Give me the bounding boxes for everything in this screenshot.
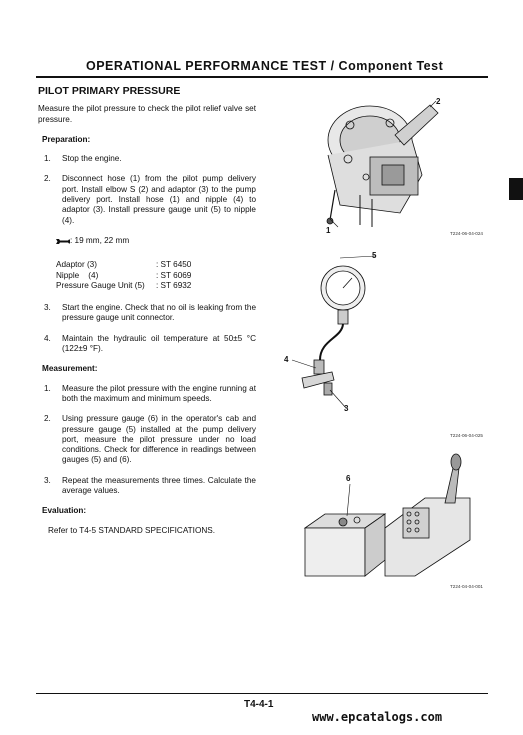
table-row	[56, 260, 191, 270]
section-tab-marker	[509, 178, 523, 200]
preparation-step	[38, 334, 256, 355]
measurement-step	[38, 384, 256, 405]
spec-value: : ST 6450	[156, 260, 192, 270]
step-number: 1.	[44, 383, 51, 393]
spec-value: : ST 6932	[156, 280, 192, 290]
spec-value: : ST 6069	[156, 270, 192, 280]
callout-1: 1	[326, 226, 331, 235]
evaluation-text: Refer to T4-5 STANDARD SPECIFICATIONS.	[48, 525, 215, 535]
callout-5: 5	[372, 251, 377, 260]
step-text: Measure the pilot pressure with the engine running at both the maximum and minimum speeds.	[62, 383, 256, 403]
figure-code: T224-06-04-025	[450, 433, 483, 438]
table-row	[56, 271, 191, 281]
preparation-step	[38, 174, 256, 225]
cab-monitor-illustration	[295, 448, 495, 588]
page-header-title: OPERATIONAL PERFORMANCE TEST / Component Test	[86, 59, 444, 73]
step-number: 4.	[44, 333, 51, 343]
wrench-size-text: : 19 mm, 22 mm	[70, 235, 130, 245]
preparation-heading: Preparation:	[42, 134, 91, 144]
measurement-step	[38, 476, 256, 497]
spec-name: Adaptor (3)	[56, 260, 97, 270]
section-title: PILOT PRIMARY PRESSURE	[38, 85, 181, 97]
step-text: Stop the engine.	[62, 154, 122, 164]
step-text: Maintain the hydraulic oil temperature at 50±5 °C (122±9 °F).	[62, 333, 256, 354]
gauge-unit-illustration	[280, 248, 380, 418]
preparation-step	[38, 303, 256, 324]
step-number: 2.	[44, 174, 51, 184]
callout-2: 2	[436, 97, 441, 106]
figure-code: T224-04-04-001	[450, 584, 483, 589]
evaluation-heading: Evaluation:	[42, 506, 87, 516]
watermark: www.epcatalogs.com	[312, 710, 443, 724]
preparation-step	[38, 154, 256, 164]
header-rule	[36, 76, 488, 78]
step-text: Start the engine. Check that no oil is leaking from the pressure gauge unit connector.	[62, 303, 256, 323]
figure-code: T224-06-04-024	[450, 231, 483, 236]
spec-name: Pressure Gauge Unit (5)	[56, 280, 145, 290]
spec-name: Nipple (4)	[56, 270, 99, 280]
measurement-heading: Measurement:	[42, 364, 98, 374]
wrench-sizes	[56, 236, 256, 246]
callout-4: 4	[284, 355, 289, 364]
step-number: 3.	[44, 303, 51, 313]
text-column	[38, 86, 256, 536]
callout-6: 6	[346, 474, 351, 483]
measurement-step	[38, 414, 256, 465]
page-number: T4-4-1	[244, 699, 274, 710]
pump-illustration	[300, 95, 465, 235]
footer-rule	[36, 693, 488, 694]
callout-3: 3	[344, 404, 349, 413]
step-text: Using pressure gauge (6) in the operator's cab and pressure gauge (5) installed at the pump delivery port, measure the pilot pressure under no load conditions. Check for difference in readings between gauges (5) and (6).	[62, 414, 256, 465]
section-intro: Measure the pilot pressure to check the pilot relief valve set pressure.	[38, 104, 256, 124]
wrench-icon	[56, 238, 70, 245]
step-number: 1.	[44, 154, 51, 164]
tool-spec-table	[56, 260, 191, 291]
table-row	[56, 281, 191, 291]
step-number: 2.	[44, 414, 51, 424]
step-text: Repeat the measurements three times. Calculate the average values.	[62, 475, 256, 496]
step-number: 3.	[44, 475, 51, 485]
step-text: Disconnect hose (1) from the pilot pump delivery port. Install elbow S (2) and adaptor (3) to the pump delivery port. Install hose (1) and nipple (4) to adaptor (3). Install pressure gauge unit (5) to nipple (4).	[62, 174, 256, 225]
